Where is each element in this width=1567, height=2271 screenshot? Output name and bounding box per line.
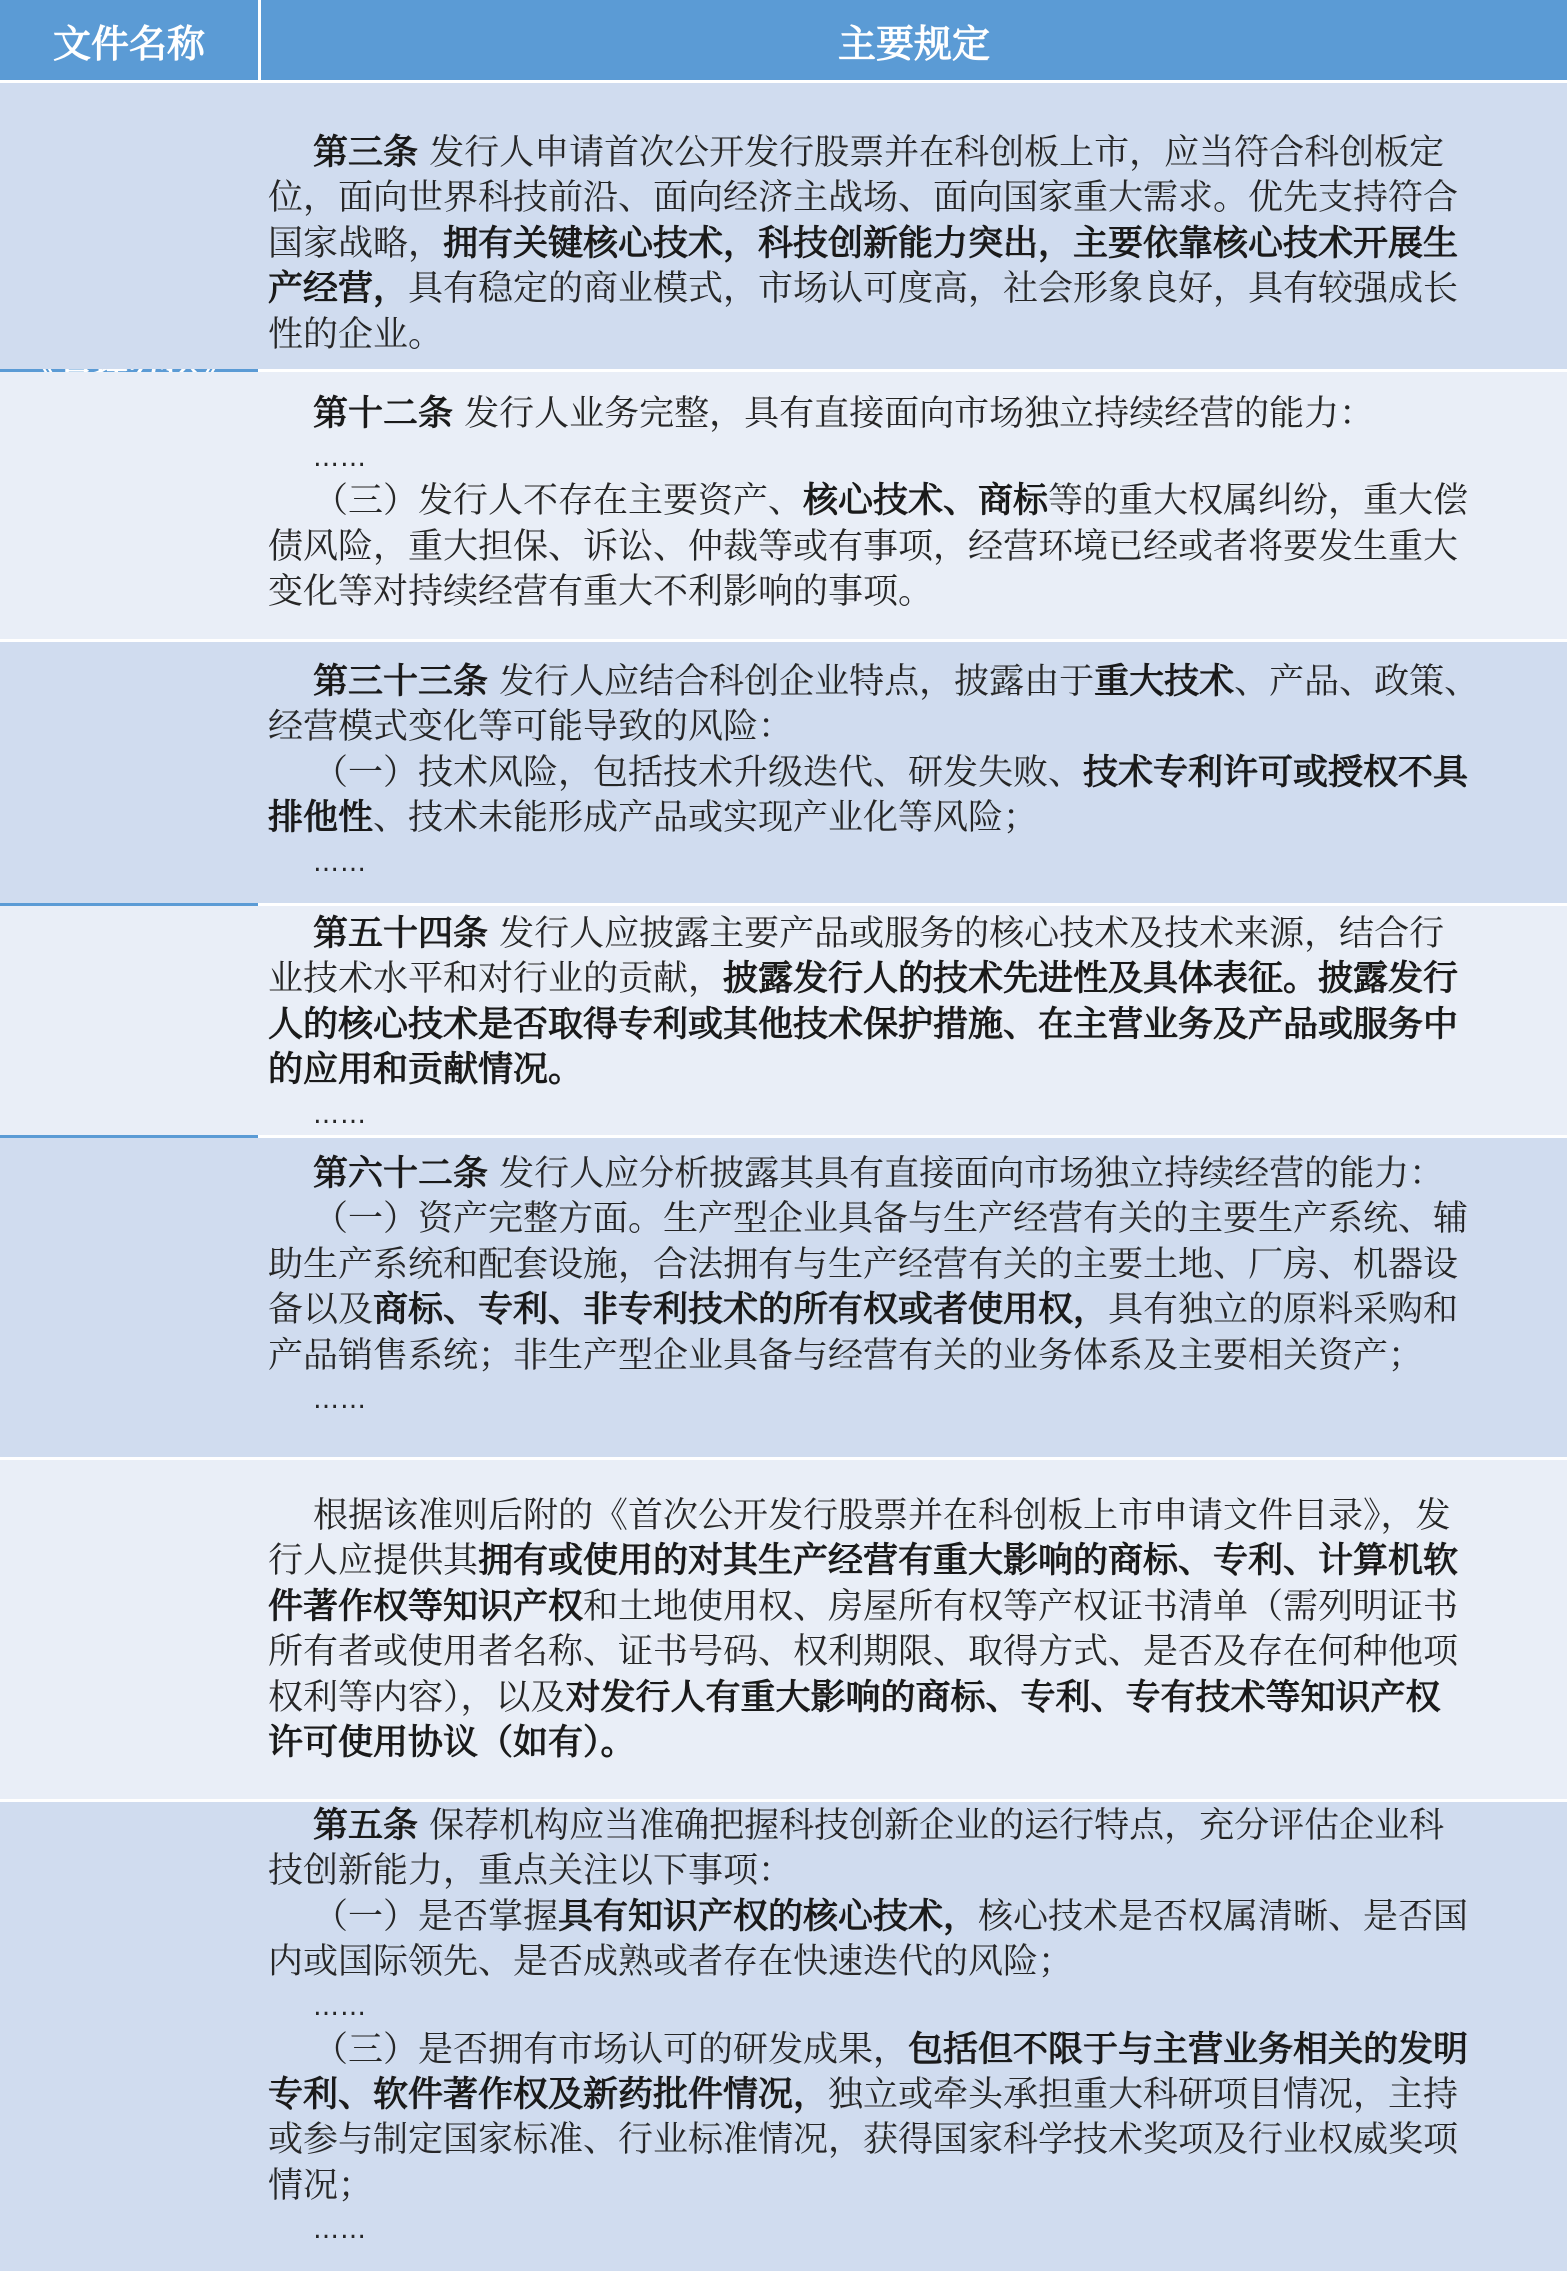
provision-line bbox=[268, 437, 1563, 479]
text-run: …… bbox=[313, 2215, 367, 2246]
bold-text: 第五条 bbox=[313, 1806, 419, 1846]
text-run: 等的重大权属纠纷，重大偿 bbox=[1048, 481, 1469, 522]
provision-line bbox=[268, 1804, 1563, 1849]
provision-line bbox=[268, 222, 1563, 267]
text-run: 具有稳定的商业模式，市场认可度高，社会形象良好，具有较强成长 bbox=[408, 269, 1459, 310]
bold-text: 第三十三条 bbox=[313, 662, 489, 702]
provision-article-33 bbox=[0, 642, 1567, 903]
provision-line bbox=[268, 1334, 1563, 1379]
provision-article-54 bbox=[0, 906, 1567, 1135]
bold-text: 包括但不限于与主营业务相关的发明 bbox=[908, 2029, 1469, 2070]
provision-line bbox=[268, 1895, 1563, 1940]
text-run: 核心技术是否权属清晰、是否国 bbox=[978, 1896, 1469, 1937]
provision-line bbox=[268, 842, 1563, 884]
provision-line bbox=[268, 1676, 1563, 1721]
provision-line bbox=[268, 267, 1563, 312]
provision-line bbox=[268, 1048, 1563, 1093]
provision-line bbox=[268, 1379, 1563, 1421]
text-run: 保荐机构应当准确把握科技创新企业的运行特点，充分评估企业科 bbox=[418, 1806, 1445, 1846]
provision-line bbox=[268, 2209, 1563, 2251]
text-run: 性的企业。 bbox=[268, 314, 444, 355]
bold-text: 件著作权等知识产权 bbox=[268, 1586, 584, 1627]
provision-line bbox=[268, 796, 1563, 841]
text-run: …… bbox=[313, 1991, 367, 2022]
provision-article-3 bbox=[0, 83, 1567, 369]
bold-text: 技术专利许可或授权不具 bbox=[1083, 752, 1469, 793]
text-run: 权利等内容），以及 bbox=[268, 1677, 566, 1718]
provision-article-5 bbox=[0, 1802, 1567, 2271]
text-run: 、产品、政策、 bbox=[1234, 662, 1480, 702]
provision-line bbox=[268, 1152, 1563, 1197]
bold-text: 许可使用协议（如有）。 bbox=[268, 1723, 636, 1764]
text-run: 所有者或使用者名称、证书号码、权利期限、取得方式、是否及存在何种他项 bbox=[268, 1632, 1459, 1673]
provision-line bbox=[268, 957, 1563, 1002]
provision-line bbox=[268, 525, 1563, 570]
text-run: 业技术水平和对行业的贡献， bbox=[268, 959, 724, 1000]
provision-line bbox=[268, 751, 1563, 796]
provision-line bbox=[268, 1539, 1563, 1584]
provision-line bbox=[268, 1721, 1563, 1766]
bold-text: 排他性 bbox=[268, 798, 374, 839]
bold-text: 第五十四条 bbox=[313, 914, 489, 954]
text-run: 助生产系统和配套设施，合法拥有与生产经营有关的主要土地、厂房、机器设 bbox=[268, 1244, 1459, 1285]
provision-line bbox=[268, 2028, 1563, 2073]
bold-text: 对发行人有重大影响的商标、专利、专有技术等知识产权 bbox=[565, 1677, 1441, 1718]
text-run: 经营模式变化等可能导致的风险： bbox=[268, 707, 794, 748]
provision-line bbox=[268, 1494, 1563, 1539]
header-cell-main-rules: 主要规定 bbox=[261, 0, 1567, 80]
text-run: 发行人申请首次公开发行股票并在科创板上市，应当符合科创板定 bbox=[418, 133, 1445, 173]
text-run: …… bbox=[313, 847, 367, 878]
bold-text: 具有知识产权的核心技术， bbox=[558, 1896, 979, 1937]
header-cell-file-name: 文件名称 bbox=[0, 0, 258, 80]
text-run: 备以及 bbox=[268, 1290, 374, 1331]
text-run: （三）发行人不存在主要资产、 bbox=[313, 481, 804, 522]
provision-line bbox=[268, 1003, 1563, 1048]
text-run: …… bbox=[313, 1099, 367, 1130]
text-run: 行人应提供其 bbox=[268, 1541, 479, 1582]
text-run: 发行人应结合科创企业特点，披露由于 bbox=[488, 662, 1095, 702]
provision-line bbox=[268, 313, 1563, 358]
bold-text: 产经营， bbox=[268, 269, 409, 310]
text-run: （一）资产完整方面。生产型企业具备与生产经营有关的主要生产系统、辅 bbox=[313, 1199, 1469, 1240]
text-run: 技创新能力，重点关注以下事项： bbox=[268, 1851, 794, 1892]
provision-line bbox=[268, 176, 1563, 221]
provision-line bbox=[268, 660, 1563, 705]
provision-line bbox=[268, 1197, 1563, 1242]
bold-text: 核心技术、商标 bbox=[803, 481, 1049, 522]
text-run: 或参与制定国家标准、行业标准情况，获得国家科学技术奖项及行业权威奖项 bbox=[268, 2120, 1459, 2161]
provision-line bbox=[268, 2073, 1563, 2118]
bold-text: 重大技术 bbox=[1094, 662, 1235, 702]
provision-line bbox=[268, 1940, 1563, 1985]
bold-text: 披露发行人的技术先进性及具体表征。披露发行 bbox=[723, 959, 1459, 1000]
text-run: 变化等对持续经营有重大不利影响的事项。 bbox=[268, 572, 934, 613]
bold-text: 拥有关键核心技术，科技创新能力突出，主要依靠核心技术开展生 bbox=[443, 223, 1459, 264]
text-run: …… bbox=[313, 443, 367, 474]
bold-text: 第六十二条 bbox=[313, 1154, 489, 1194]
text-run: 发行人业务完整，具有直接面向市场独立持续经营的能力： bbox=[453, 394, 1375, 434]
text-run: 根据该准则后附的《首次公开发行股票并在科创板上市申请文件目录》，发 bbox=[313, 1496, 1451, 1536]
provision-line bbox=[268, 2164, 1563, 2209]
text-run: 情况； bbox=[268, 2165, 374, 2206]
provision-article-62 bbox=[0, 1138, 1567, 1457]
provision-line bbox=[268, 1243, 1563, 1288]
provision-line bbox=[268, 479, 1563, 524]
provision-line bbox=[268, 131, 1563, 176]
provision-line bbox=[268, 2118, 1563, 2163]
provision-line bbox=[268, 1094, 1563, 1135]
provision-line bbox=[268, 705, 1563, 750]
text-run: 发行人应分析披露其具有直接面向市场独立持续经营的能力： bbox=[488, 1154, 1445, 1194]
text-run: （三）是否拥有市场认可的研发成果， bbox=[313, 2029, 909, 2070]
text-run: 内或国际领先、是否成熟或者存在快速迭代的风险； bbox=[268, 1942, 1074, 1983]
text-run: …… bbox=[313, 1385, 367, 1416]
text-run: （一）是否掌握 bbox=[313, 1896, 559, 1937]
provision-line bbox=[268, 1630, 1563, 1675]
text-run: 位，面向世界科技前沿、面向经济主战场、面向国家重大需求。优先支持符合 bbox=[268, 178, 1459, 219]
provision-line bbox=[268, 1585, 1563, 1630]
bold-text: 第三条 bbox=[313, 133, 419, 173]
text-run: 独立或牵头承担重大科研项目情况，主持 bbox=[828, 2075, 1459, 2116]
text-run: 具有独立的原料采购和 bbox=[1108, 1290, 1459, 1331]
text-run: 国家战略， bbox=[268, 223, 444, 264]
provision-article-12 bbox=[0, 372, 1567, 639]
bold-text: 的应用和贡献情况。 bbox=[268, 1050, 584, 1091]
bold-text: 商标、专利、非专利技术的所有权或者使用权， bbox=[373, 1290, 1109, 1331]
text-run: 发行人应披露主要产品或服务的核心技术及技术来源，结合行 bbox=[488, 914, 1445, 954]
text-run: 债风险，重大担保、诉讼、仲裁等或有事项，经营环境已经或者将要发生重大 bbox=[268, 526, 1459, 567]
bold-text: 专利、软件著作权及新药批件情况， bbox=[268, 2075, 829, 2116]
provision-line bbox=[268, 392, 1563, 437]
bold-text: 第十二条 bbox=[313, 394, 454, 434]
text-run: 和土地使用权、房屋所有权等产权证书清单（需列明证书 bbox=[583, 1586, 1459, 1627]
provision-standard-42 bbox=[0, 1460, 1567, 1799]
bold-text: 拥有或使用的对其生产经营有重大影响的商标、专利、计算机软 bbox=[478, 1541, 1459, 1582]
text-run: （一）技术风险，包括技术升级迭代、研发失败、 bbox=[313, 752, 1084, 793]
provision-line bbox=[268, 1849, 1563, 1894]
provision-line bbox=[268, 1986, 1563, 2028]
provision-line bbox=[268, 570, 1563, 615]
text-run: 产品销售系统；非生产型企业具备与经营有关的业务体系及主要相关资产； bbox=[268, 1335, 1424, 1376]
provision-line bbox=[268, 1288, 1563, 1333]
provision-line bbox=[268, 912, 1563, 957]
bold-text: 人的核心技术是否取得专利或其他技术保护措施、在主营业务及产品或服务中 bbox=[268, 1004, 1459, 1045]
text-run: 、技术未能形成产品或实现产业化等风险； bbox=[373, 798, 1039, 839]
